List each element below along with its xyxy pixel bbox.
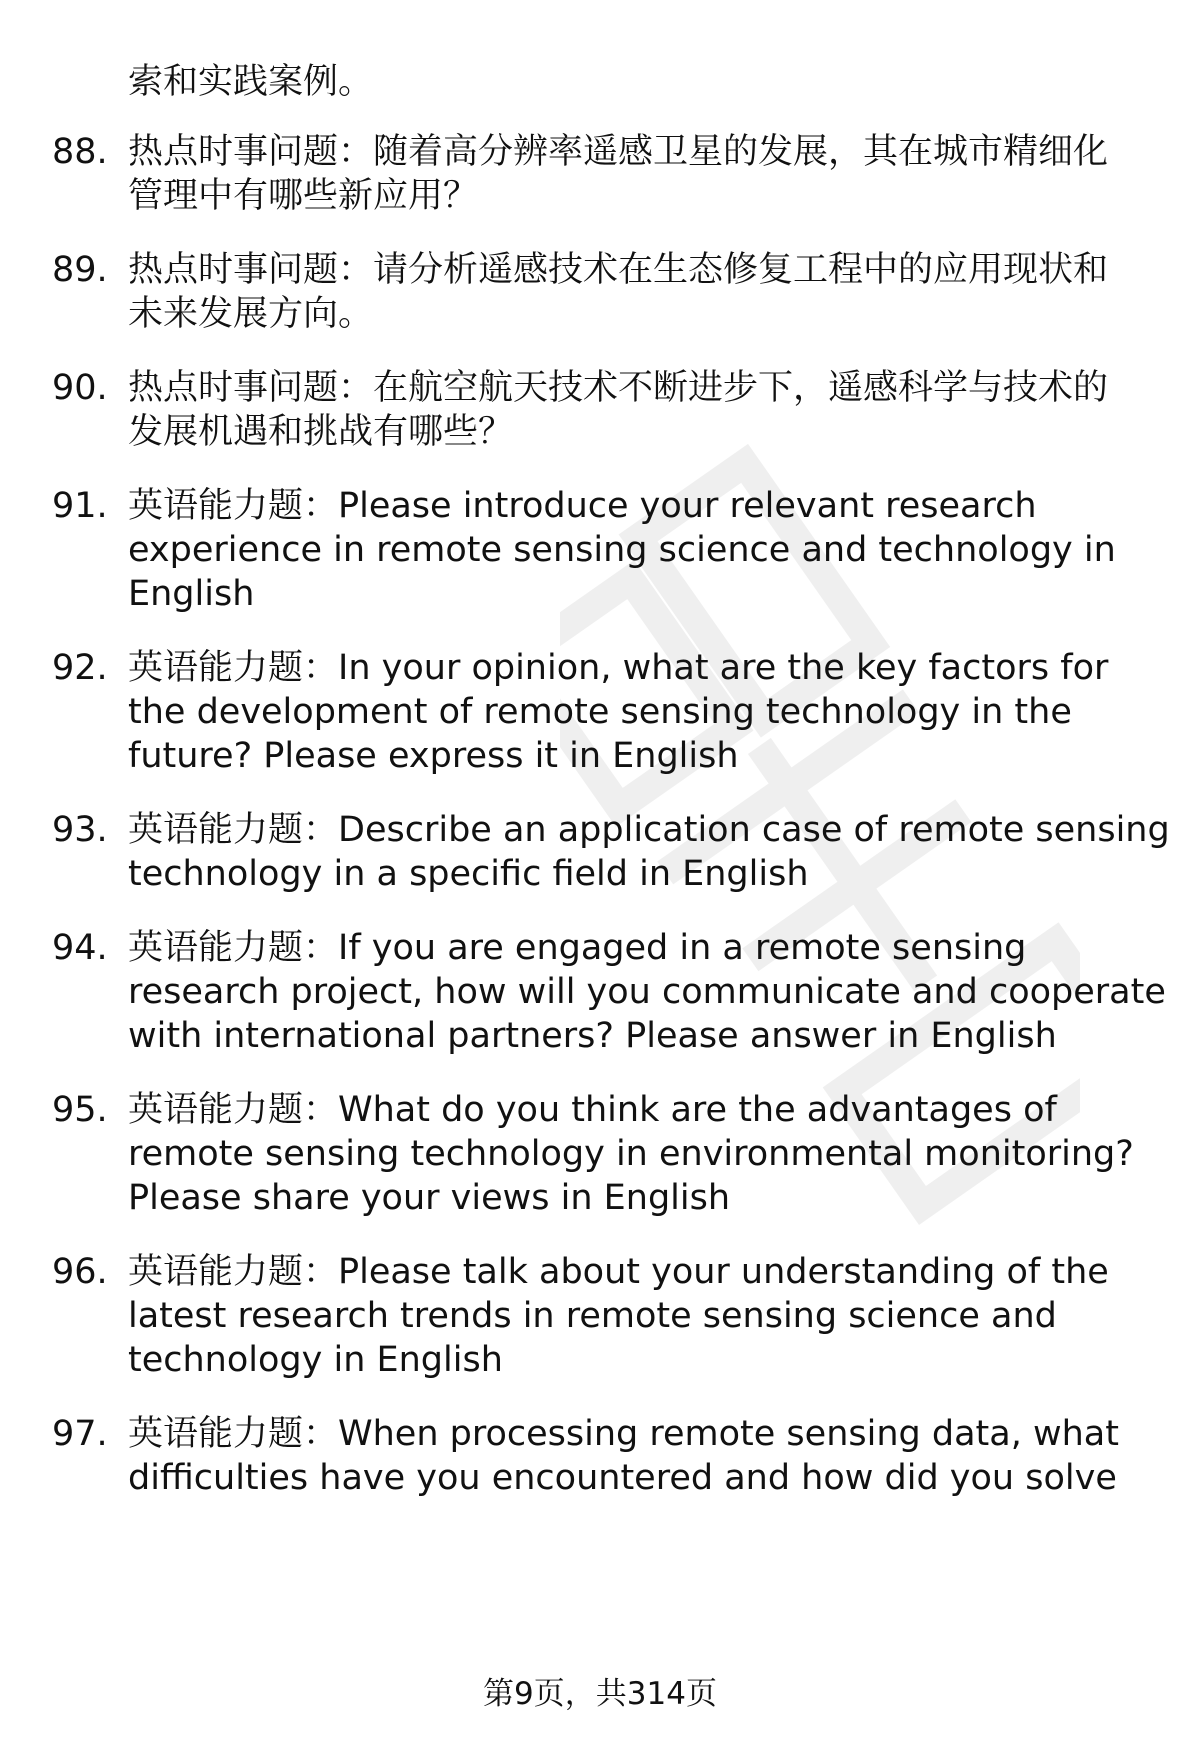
question-line: 英语能力题：Please introduce your relevant research: [128, 486, 1037, 526]
question-line: latest research trends in remote sensing science and: [128, 1296, 1057, 1336]
question-number: 88.: [52, 132, 108, 172]
question-line: the development of remote sensing technology in the: [128, 692, 1072, 732]
question-line: Please share your views in English: [128, 1178, 731, 1218]
question-line: experience in remote sensing science and technology in: [128, 530, 1116, 570]
question-line: technology in English: [128, 1340, 503, 1380]
question-line: 英语能力题：Describe an application case of remote sensing: [128, 810, 1170, 850]
question-number: 91.: [52, 486, 108, 526]
question-number: 89.: [52, 250, 108, 290]
question-number: 95.: [52, 1090, 108, 1130]
question-number: 93.: [52, 810, 108, 850]
question-line: 管理中有哪些新应用？: [128, 176, 479, 216]
question-line: with international partners? Please answer in English: [128, 1016, 1057, 1056]
question-number: 92.: [52, 648, 108, 688]
question-number: 96.: [52, 1252, 108, 1292]
question-line: 英语能力题：Please talk about your understanding of the: [128, 1252, 1109, 1292]
question-line: 未来发展方向。: [128, 294, 374, 334]
continuation-text: 索和实践案例。: [128, 62, 374, 102]
question-line: 热点时事问题：在航空航天技术不断进步下，遥感科学与技术的: [128, 368, 1109, 408]
question-line: English: [128, 574, 255, 614]
question-line: 英语能力题：What do you think are the advantages of: [128, 1090, 1057, 1130]
question-number: 90.: [52, 368, 108, 408]
question-line: 热点时事问题：随着高分辨率遥感卫星的发展，其在城市精细化: [128, 132, 1109, 172]
question-line: research project, how will you communicate and cooperate: [128, 972, 1166, 1012]
question-number: 97.: [52, 1414, 108, 1454]
question-line: 英语能力题：In your opinion, what are the key factors for: [128, 648, 1109, 688]
question-line: technology in a specific field in English: [128, 854, 809, 894]
question-line: 英语能力题：When processing remote sensing data, what: [128, 1414, 1119, 1454]
question-line: 热点时事问题：请分析遥感技术在生态修复工程中的应用现状和: [128, 250, 1109, 290]
question-line: difficulties have you encountered and how did you solve: [128, 1458, 1117, 1498]
question-line: 发展机遇和挑战有哪些？: [128, 412, 514, 452]
question-line: remote sensing technology in environmental monitoring?: [128, 1134, 1134, 1174]
question-number: 94.: [52, 928, 108, 968]
page-footer: 第9页，共314页: [483, 1676, 717, 1712]
question-line: 英语能力题：If you are engaged in a remote sensing: [128, 928, 1027, 968]
question-line: future? Please express it in English: [128, 736, 739, 776]
